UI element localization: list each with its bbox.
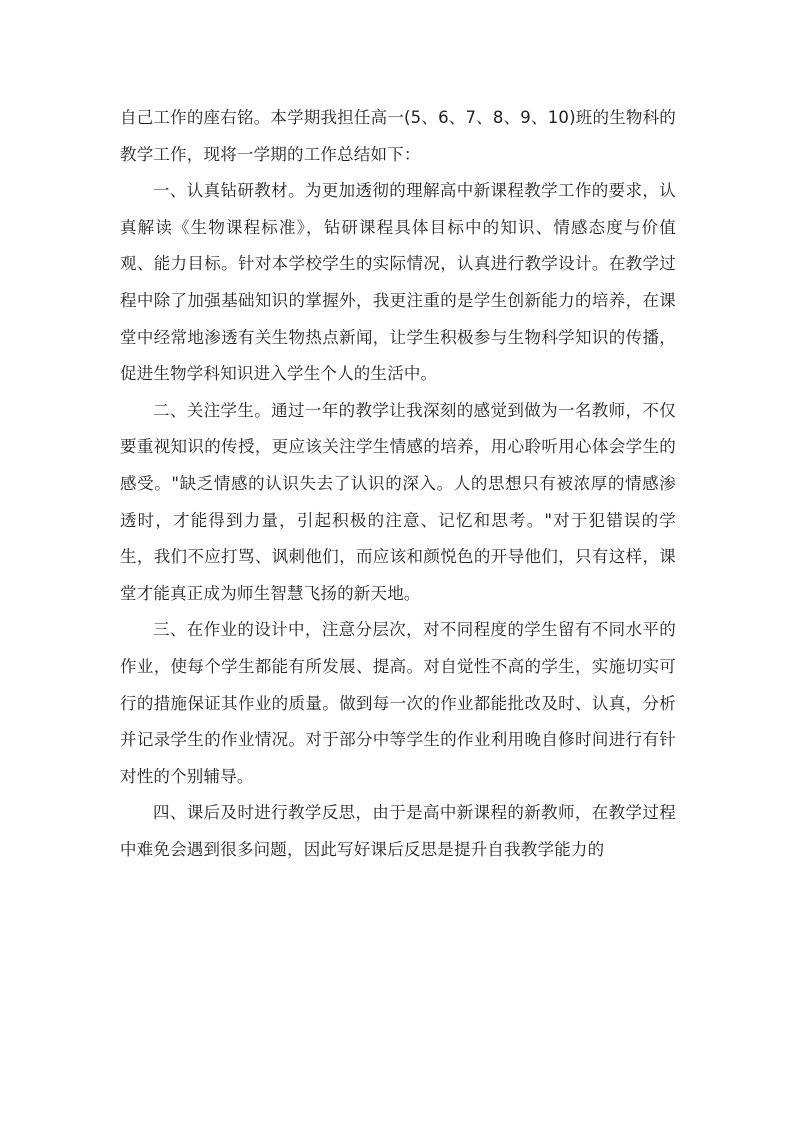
paragraph-section-1: 一、认真钻研教材。为更加透彻的理解高中新课程教学工作的要求，认真解读《生物课程标准》，钻研课程具体目标中的知识、情感态度与价值观、能力目标。针对本学校学生的实际情况，认真进行教学设计。在教学过程中除了加强基础知识的掌握外，我更注重的是学生创新能力的培养，在课堂中经常地渗透有关生物热点新闻，让学生积极参与生物科学知识的传播，促进生物学科知识进入学生个人的生活中。 [120, 181, 676, 384]
paragraph-section-4: 四、课后及时进行教学反思，由于是高中新课程的新教师，在教学过程中难免会遇到很多问题，因此写好课后反思是提升自我教学能力的 [120, 803, 676, 859]
paragraph-intro: 自己工作的座右铭。本学期我担任高一(5、6、7、8、9、10)班的生物科的教学工作，现将一学期的工作总结如下： [120, 108, 676, 164]
paragraph-section-3: 三、在作业的设计中，注意分层次，对不同程度的学生留有不同水平的作业，使每个学生都能有所发展、提高。对自觉性不高的学生，实施切实可行的措施保证其作业的质量。做到每一次的作业都能批改及时、认真，分析并记录学生的作业情况。对于部分中等学生的作业利用晚自修时间进行有针对性的个别辅导。 [120, 620, 676, 786]
paragraph-section-2: 二、关注学生。通过一年的教学让我深刻的感觉到做为一名教师，不仅要重视知识的传授，更应该关注学生情感的培养，用心聆听用心体会学生的感受。"缺乏情感的认识失去了认识的深入。人的思想只有被浓厚的情感渗透时，才能得到力量，引起积极的注意、记忆和思考。"对于犯错误的学生，我们不应打骂、讽刺他们，而应该和颜悦色的开导他们，只有这样，课堂才能真正成为师生智慧飞扬的新天地。 [120, 400, 676, 603]
document-body [120, 100, 676, 868]
